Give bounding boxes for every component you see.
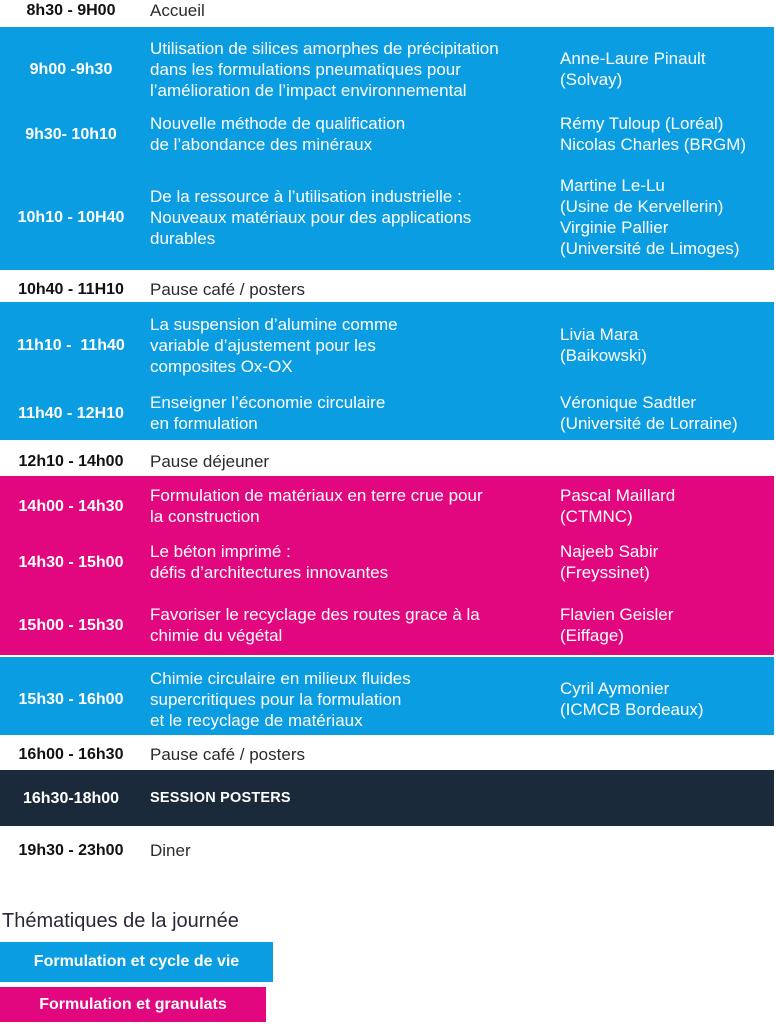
themes-heading: Thématiques de la journée <box>2 910 239 932</box>
time-slot: 11h10 - 11h40 <box>17 336 125 354</box>
talk-row <box>0 657 776 741</box>
talk-title-line: variable d’ajustement pour les <box>150 335 376 355</box>
time-slot: 15h00 - 15h30 <box>18 616 124 634</box>
talk-title <box>150 392 560 434</box>
time-slot: 9h00 -9h30 <box>29 60 113 78</box>
speaker-line: Véronique Sadtler <box>560 393 697 412</box>
talk-title <box>150 541 560 583</box>
time-slot: 14h00 - 14h30 <box>18 497 124 515</box>
talk-title-line: composites Ox-OX <box>150 356 293 376</box>
talk-title-line: de l’abondance des minéraux <box>150 135 373 154</box>
poster-session-row <box>0 770 776 826</box>
talk-speaker <box>560 113 776 155</box>
talk-speaker <box>560 392 776 434</box>
speaker-line: (Baikowski) <box>560 346 647 365</box>
break-row <box>0 278 776 300</box>
talk-title <box>150 604 560 646</box>
speaker-line: (Eiffage) <box>560 626 624 645</box>
speaker-line: Flavien Geisler <box>560 605 674 624</box>
speaker-line: Nicolas Charles (BRGM) <box>560 135 747 154</box>
speaker-line: (CTMNC) <box>560 507 633 526</box>
theme-chip-label: Formulation et cycle de vie <box>33 953 240 970</box>
talk-title-line: défis d’architectures innovantes <box>150 563 389 582</box>
talk-title-line: Enseigner l’économie circulaire <box>150 393 386 412</box>
talk-title-line: Nouvelle méthode de qualification <box>150 114 406 133</box>
time-slot: 16h30-18h00 <box>22 789 120 807</box>
talk-row <box>0 371 776 455</box>
talk-speaker <box>560 541 776 583</box>
talk-row <box>0 583 776 667</box>
session-label: SESSION POSTERS <box>150 789 291 806</box>
talk-title-line: La suspension d’alumine comme <box>150 314 398 334</box>
speaker-line: Rémy Tuloup (Loréal) <box>560 114 724 133</box>
talk-speaker <box>560 604 776 646</box>
talk-title-line: en formulation <box>150 414 258 433</box>
time-slot: 14h30 - 15h00 <box>18 553 124 571</box>
break-label: Pause déjeuner <box>150 451 270 471</box>
speaker-line: Najeeb Sabir <box>560 542 659 561</box>
theme-chip-granulats <box>0 987 266 1022</box>
speaker-line: (ICMCB Bordeaux) <box>560 700 704 719</box>
theme-chip-cycle-de-vie <box>0 942 273 982</box>
break-label: Accueil <box>150 1 205 20</box>
break-row <box>0 0 776 21</box>
speaker-line: Martine Le-Lu <box>560 176 665 195</box>
talk-row <box>0 175 776 259</box>
speaker-line: Anne-Laure Pinault <box>560 49 706 68</box>
talk-title-line: Formulation de matériaux en terre crue pour <box>150 486 483 505</box>
speaker-line: Livia Mara <box>560 325 639 344</box>
talk-title-line: Utilisation de silices amorphes de précipitation <box>150 38 499 58</box>
speaker-line: Virginie Pallier <box>560 218 669 237</box>
talk-title-line: et le recyclage de matériaux <box>150 710 363 730</box>
speaker-line: Cyril Aymonier <box>560 679 670 698</box>
time-slot: 12h10 - 14h00 <box>18 452 124 470</box>
break-label: Diner <box>150 840 191 860</box>
talk-title <box>150 668 560 731</box>
talk-title-line: la construction <box>150 507 260 526</box>
speaker-line: (Université de Lorraine) <box>560 414 738 433</box>
time-slot: 19h30 - 23h00 <box>18 841 124 859</box>
speaker-line: (Freyssinet) <box>560 563 650 582</box>
talk-row <box>0 92 776 176</box>
speaker-line: (Solvay) <box>560 70 623 89</box>
break-row <box>0 743 776 765</box>
talk-title-line: Le béton imprimé : <box>150 542 291 561</box>
time-slot: 11h40 - 12H10 <box>18 404 124 422</box>
speaker-line: Pascal Maillard <box>560 486 676 505</box>
time-slot: 9h30- 10h10 <box>25 125 117 143</box>
talk-title <box>150 314 560 377</box>
talk-speaker <box>560 678 776 720</box>
theme-chip-label: Formulation et granulats <box>39 995 227 1013</box>
talk-title-line: De la ressource à l’utilisation industrielle : <box>150 186 462 206</box>
talk-title-line: l’amélioration de l’impact environnemental <box>150 80 467 100</box>
talk-speaker <box>560 175 776 259</box>
time-slot: 10h40 - 11H10 <box>18 280 124 298</box>
talk-title <box>150 113 560 155</box>
talk-title-line: supercritiques pour la formulation <box>150 689 402 709</box>
speaker-line: (Usine de Kervellerin) <box>560 197 724 216</box>
break-label: Pause café / posters <box>150 744 305 764</box>
time-slot: 10h10 - 10H40 <box>17 208 125 226</box>
time-slot: 8h30 - 9H00 <box>26 2 116 19</box>
break-label: Pause café / posters <box>150 279 305 299</box>
talk-title <box>150 186 560 249</box>
break-row <box>0 839 776 861</box>
talk-title-line: durables <box>150 228 216 248</box>
talk-title-line: Chimie circulaire en milieux fluides <box>150 668 411 688</box>
time-slot: 16h00 - 16h30 <box>18 745 124 763</box>
talk-title-line: chimie du végétal <box>150 626 283 645</box>
time-slot: 15h30 - 16h00 <box>18 690 124 708</box>
speaker-line: (Université de Limoges) <box>560 239 740 258</box>
talk-title-line: Favoriser le recyclage des routes grace à la <box>150 605 480 624</box>
talk-title-line: dans les formulations pneumatiques pour <box>150 59 461 79</box>
talk-speaker <box>560 324 776 366</box>
talk-speaker <box>560 48 776 90</box>
talk-title-line: Nouveaux matériaux pour des applications <box>150 207 472 227</box>
